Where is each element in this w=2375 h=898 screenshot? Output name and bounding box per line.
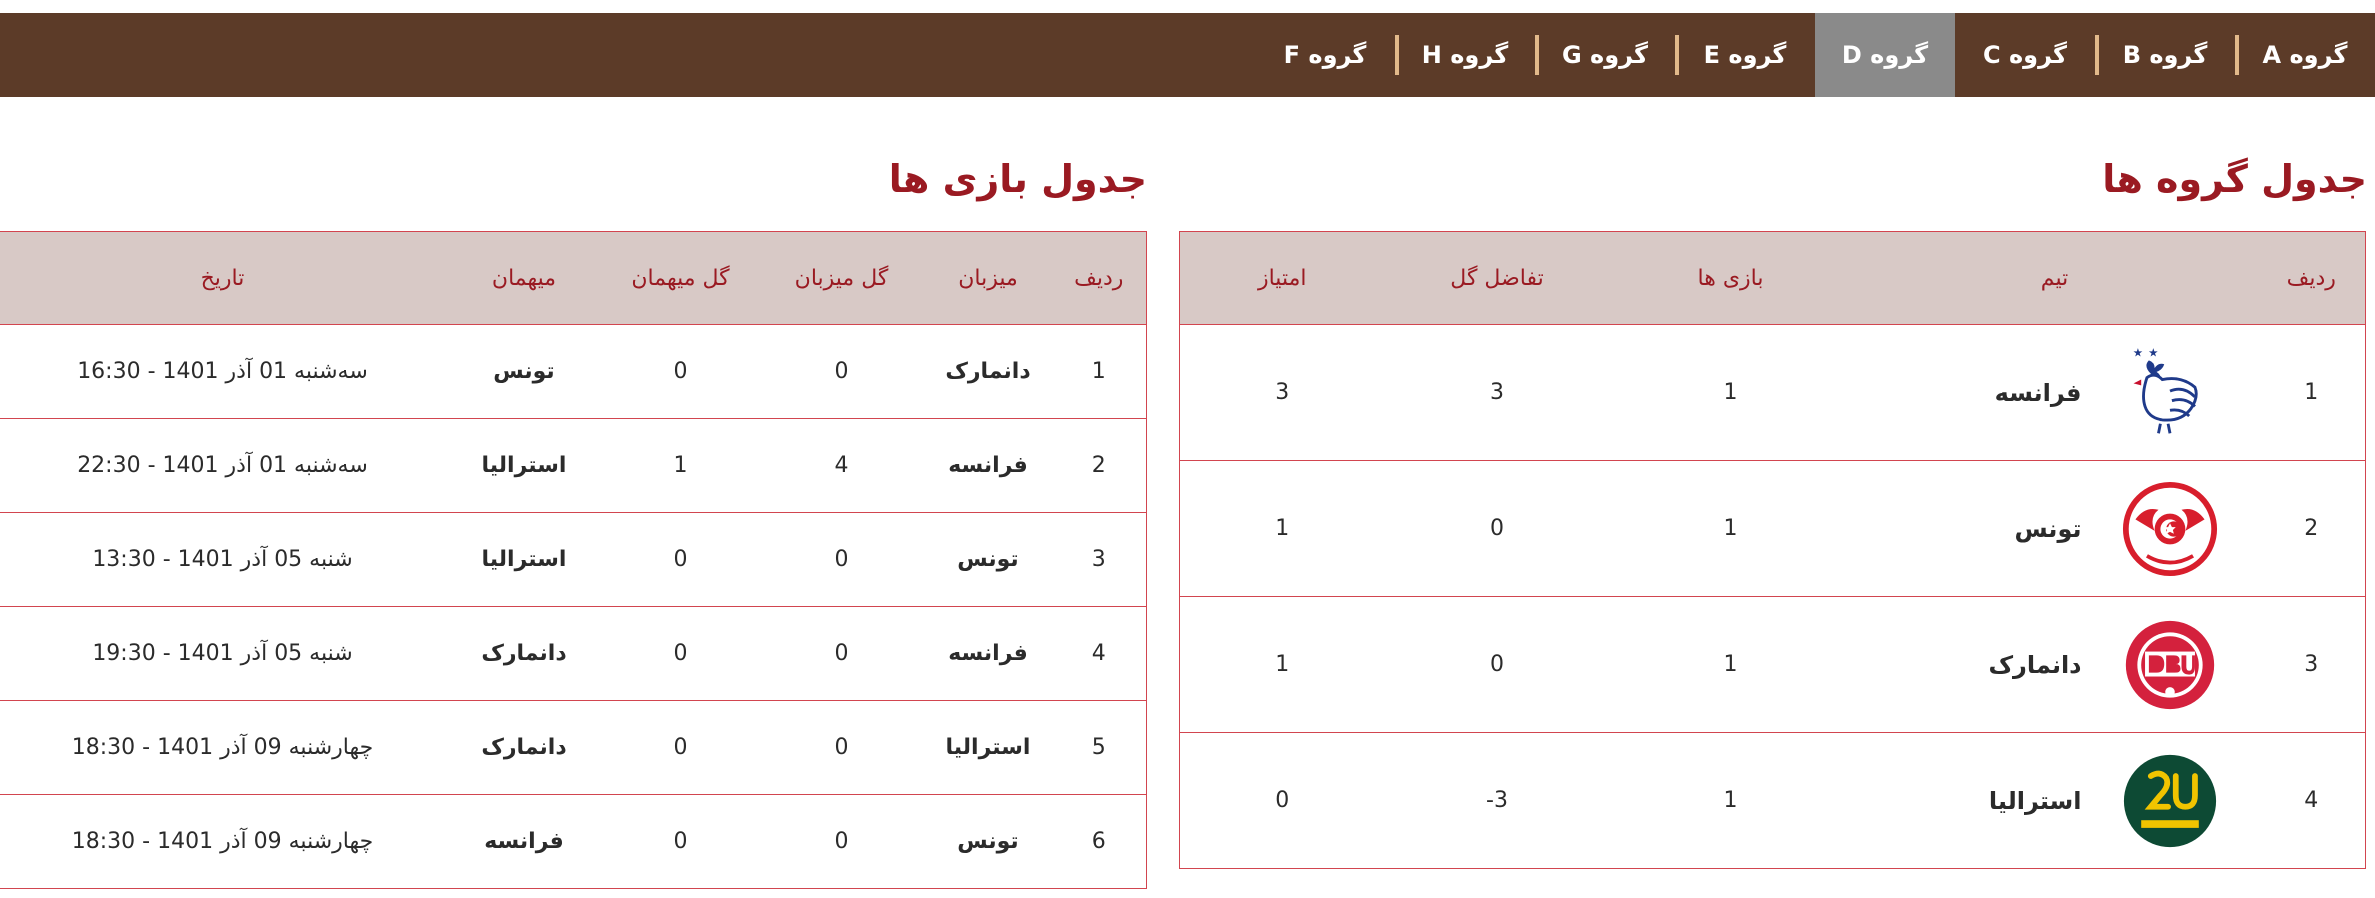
host-cell: فرانسه bbox=[925, 607, 1052, 701]
goal-diff-cell: 0 bbox=[1385, 597, 1610, 733]
played-cell: 1 bbox=[1610, 325, 1852, 461]
date-cell: شنبه 05 آذر 1401 - 19:30 bbox=[0, 607, 446, 701]
host-cell: فرانسه bbox=[925, 419, 1052, 513]
tab-label: گروه D bbox=[1841, 41, 1929, 69]
team-name: دانمارک bbox=[1988, 650, 2082, 679]
table-row bbox=[0, 513, 1147, 607]
group-standings-table bbox=[1179, 231, 2366, 869]
column-header-date: تاریخ bbox=[0, 232, 446, 325]
match-schedule-table bbox=[0, 231, 1147, 889]
tab-group-a[interactable] bbox=[2235, 13, 2375, 97]
guest-cell: دانمارک bbox=[446, 607, 603, 701]
host-goals-cell: 0 bbox=[759, 701, 925, 795]
goal-diff-cell: 3- bbox=[1385, 733, 1610, 869]
guest-cell: استرالیا bbox=[446, 513, 603, 607]
table-row bbox=[1180, 733, 2366, 869]
guest-goals-cell: 0 bbox=[603, 607, 759, 701]
rank-cell: 4 bbox=[2258, 733, 2366, 869]
guest-goals-cell: 1 bbox=[603, 419, 759, 513]
team-cell bbox=[1852, 325, 2258, 461]
tab-label: گروه H bbox=[1421, 41, 1509, 69]
team-cell bbox=[1852, 597, 2258, 733]
svg-text:★: ★ bbox=[2147, 345, 2158, 360]
host-goals-cell: 0 bbox=[759, 325, 925, 419]
points-cell: 0 bbox=[1180, 733, 1385, 869]
tab-label: گروه B bbox=[2122, 41, 2208, 69]
host-goals-cell: 0 bbox=[759, 607, 925, 701]
played-cell: 1 bbox=[1610, 733, 1852, 869]
table-row bbox=[0, 795, 1147, 889]
table-header-row bbox=[0, 232, 1147, 325]
rank-cell: 1 bbox=[2258, 325, 2366, 461]
rank-cell: 2 bbox=[1052, 419, 1147, 513]
tab-group-d[interactable] bbox=[1815, 13, 1955, 97]
table-row bbox=[1180, 597, 2366, 733]
date-cell: چهارشنبه 09 آذر 1401 - 18:30 bbox=[0, 701, 446, 795]
guest-goals-cell: 0 bbox=[603, 513, 759, 607]
team-name: تونس bbox=[2014, 514, 2082, 543]
table-row bbox=[1180, 461, 2366, 597]
tab-label: گروه E bbox=[1703, 41, 1787, 69]
rank-cell: 3 bbox=[1052, 513, 1147, 607]
host-cell: تونس bbox=[925, 795, 1052, 889]
france-rooster-icon bbox=[2122, 345, 2218, 441]
rank-cell: 3 bbox=[2258, 597, 2366, 733]
column-header-team: تیم bbox=[1852, 232, 2258, 325]
svg-text:★: ★ bbox=[2132, 345, 2143, 360]
played-cell: 1 bbox=[1610, 597, 1852, 733]
tab-group-f[interactable] bbox=[1255, 13, 1395, 97]
column-header-guest-goals: گل میهمان bbox=[603, 232, 759, 325]
rank-cell: 4 bbox=[1052, 607, 1147, 701]
column-header-rank: ردیف bbox=[2258, 232, 2366, 325]
column-header-host-goals: گل میزبان bbox=[759, 232, 925, 325]
host-cell: استرالیا bbox=[925, 701, 1052, 795]
guest-goals-cell: 0 bbox=[603, 701, 759, 795]
column-header-rank: ردیف bbox=[1052, 232, 1147, 325]
guest-cell: فرانسه bbox=[446, 795, 603, 889]
guest-cell: استرالیا bbox=[446, 419, 603, 513]
points-cell: 1 bbox=[1180, 597, 1385, 733]
host-cell: تونس bbox=[925, 513, 1052, 607]
table-row bbox=[0, 607, 1147, 701]
column-header-guest: میهمان bbox=[446, 232, 603, 325]
table-row bbox=[0, 701, 1147, 795]
groups-table-title: جدول گروه ها bbox=[2102, 157, 2367, 201]
rank-cell: 1 bbox=[1052, 325, 1147, 419]
table-row bbox=[0, 419, 1147, 513]
tab-group-c[interactable] bbox=[1955, 13, 2095, 97]
tab-group-e[interactable] bbox=[1675, 13, 1815, 97]
team-name: فرانسه bbox=[1994, 378, 2082, 407]
tab-group-b[interactable] bbox=[2095, 13, 2235, 97]
australia-socceroos-icon bbox=[2122, 753, 2218, 849]
column-header-played: بازی ها bbox=[1610, 232, 1852, 325]
group-tabs-bar bbox=[0, 13, 2375, 97]
table-row bbox=[0, 325, 1147, 419]
guest-cell: دانمارک bbox=[446, 701, 603, 795]
matches-table-title: جدول بازی ها bbox=[888, 157, 1147, 201]
rank-cell: 5 bbox=[1052, 701, 1147, 795]
host-goals-cell: 0 bbox=[759, 513, 925, 607]
host-goals-cell: 4 bbox=[759, 419, 925, 513]
goal-diff-cell: 0 bbox=[1385, 461, 1610, 597]
tab-label: گروه A bbox=[2262, 41, 2348, 69]
points-cell: 3 bbox=[1180, 325, 1385, 461]
goal-diff-cell: 3 bbox=[1385, 325, 1610, 461]
team-cell bbox=[1852, 733, 2258, 869]
table-header-row bbox=[1180, 232, 2366, 325]
points-cell: 1 bbox=[1180, 461, 1385, 597]
tab-label: گروه F bbox=[1283, 41, 1367, 69]
tab-group-h[interactable] bbox=[1395, 13, 1535, 97]
played-cell: 1 bbox=[1610, 461, 1852, 597]
column-header-points: امتیاز bbox=[1180, 232, 1385, 325]
host-goals-cell: 0 bbox=[759, 795, 925, 889]
guest-goals-cell: 0 bbox=[603, 325, 759, 419]
date-cell: سه‌شنبه 01 آذر 1401 - 16:30 bbox=[0, 325, 446, 419]
host-cell: دانمارک bbox=[925, 325, 1052, 419]
date-cell: شنبه 05 آذر 1401 - 13:30 bbox=[0, 513, 446, 607]
date-cell: چهارشنبه 09 آذر 1401 - 18:30 bbox=[0, 795, 446, 889]
tunisia-federation-icon bbox=[2122, 481, 2218, 577]
team-name: استرالیا bbox=[1988, 786, 2082, 815]
date-cell: سه‌شنبه 01 آذر 1401 - 22:30 bbox=[0, 419, 446, 513]
rank-cell: 6 bbox=[1052, 795, 1147, 889]
guest-goals-cell: 0 bbox=[603, 795, 759, 889]
table-row bbox=[1180, 325, 2366, 461]
column-header-host: میزبان bbox=[925, 232, 1052, 325]
tab-label: گروه G bbox=[1561, 41, 1649, 69]
column-header-goal-diff: تفاضل گل bbox=[1385, 232, 1610, 325]
tab-group-g[interactable] bbox=[1535, 13, 1675, 97]
guest-cell: تونس bbox=[446, 325, 603, 419]
tab-label: گروه C bbox=[1983, 41, 2067, 69]
denmark-dbu-icon bbox=[2122, 617, 2218, 713]
rank-cell: 2 bbox=[2258, 461, 2366, 597]
team-cell bbox=[1852, 461, 2258, 597]
